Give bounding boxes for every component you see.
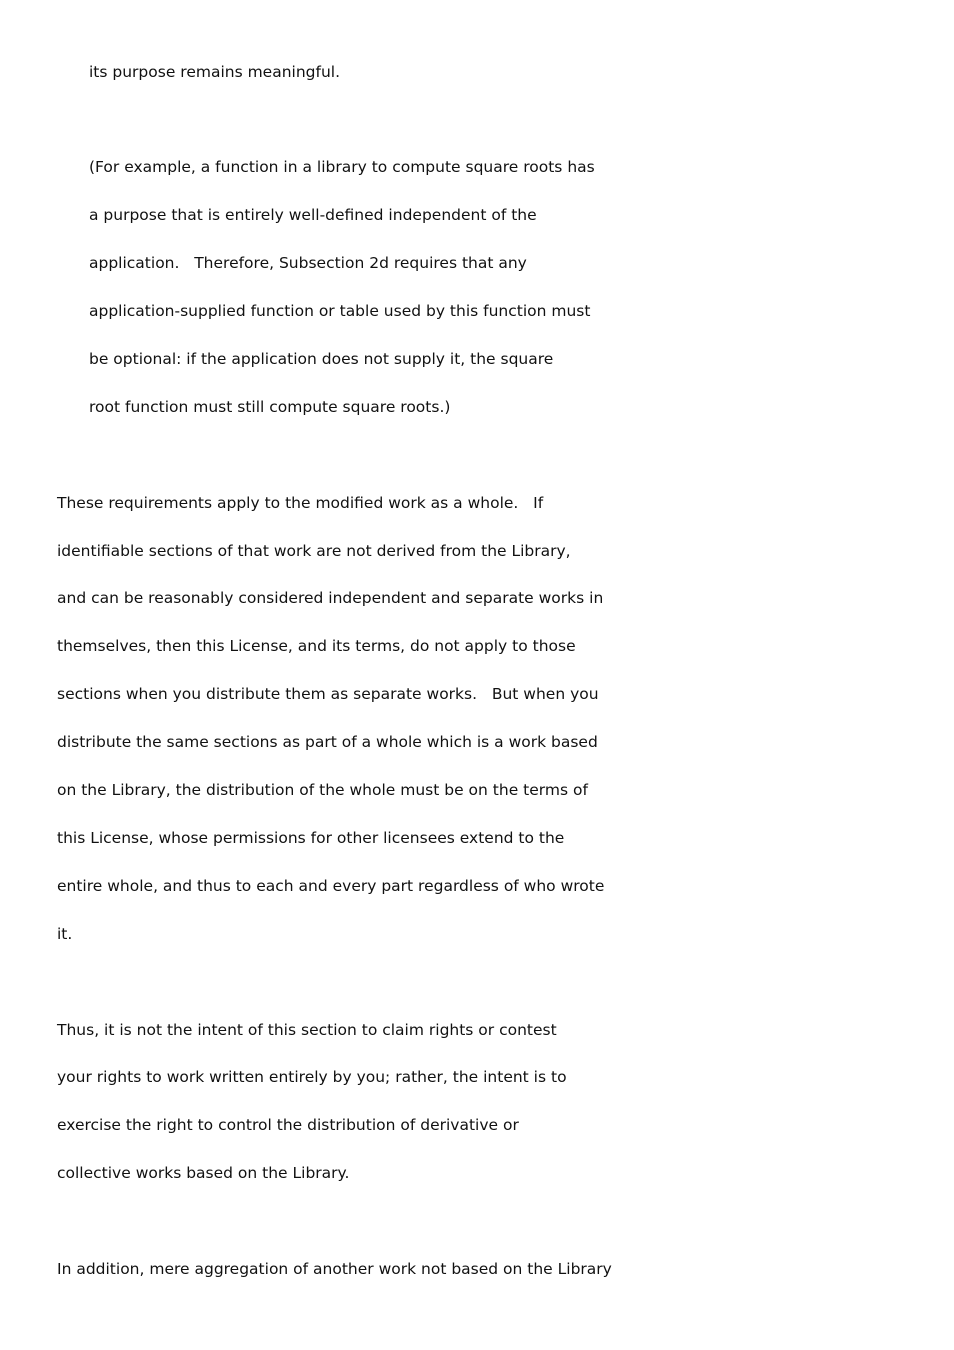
text-line: application. Therefore, Subsection 2d requires that any (89, 254, 527, 272)
text-line: its purpose remains meaningful. (89, 63, 341, 81)
text-line: your rights to work written entirely by you; rather, the intent is to (57, 1068, 567, 1086)
text-line: themselves, then this License, and its terms, do not apply to those (57, 637, 576, 655)
text-line: be optional: if the application does not supply it, the square (89, 350, 554, 368)
text-line: sections when you distribute them as separate works. But when you (57, 685, 599, 703)
text-line: root function must still compute square roots.) (89, 398, 451, 416)
text-line: a purpose that is entirely well-defined independent of the (89, 206, 537, 224)
text-line: this License, whose permissions for other licensees extend to the (57, 829, 565, 847)
text-line: and can be reasonably considered independent and separate works in (57, 589, 604, 607)
text-line: Thus, it is not the intent of this section to claim rights or contest (57, 1021, 557, 1039)
text-line: (For example, a function in a library to compute square roots has (89, 158, 595, 176)
text-line: on the Library, the distribution of the whole must be on the terms of (57, 781, 588, 799)
text-line: application-supplied function or table used by this function must (89, 302, 591, 320)
text-line: identifiable sections of that work are not derived from the Library, (57, 542, 571, 560)
text-line: it. (57, 925, 73, 943)
text-line: In addition, mere aggregation of another work not based on the Library (57, 1260, 612, 1278)
text-line: entire whole, and thus to each and every part regardless of who wrote (57, 877, 605, 895)
text-line: distribute the same sections as part of a whole which is a work based (57, 733, 598, 751)
text-line: exercise the right to control the distribution of derivative or (57, 1116, 519, 1134)
text-line: These requirements apply to the modified work as a whole. If (57, 494, 544, 512)
text-line: collective works based on the Library. (57, 1164, 350, 1182)
